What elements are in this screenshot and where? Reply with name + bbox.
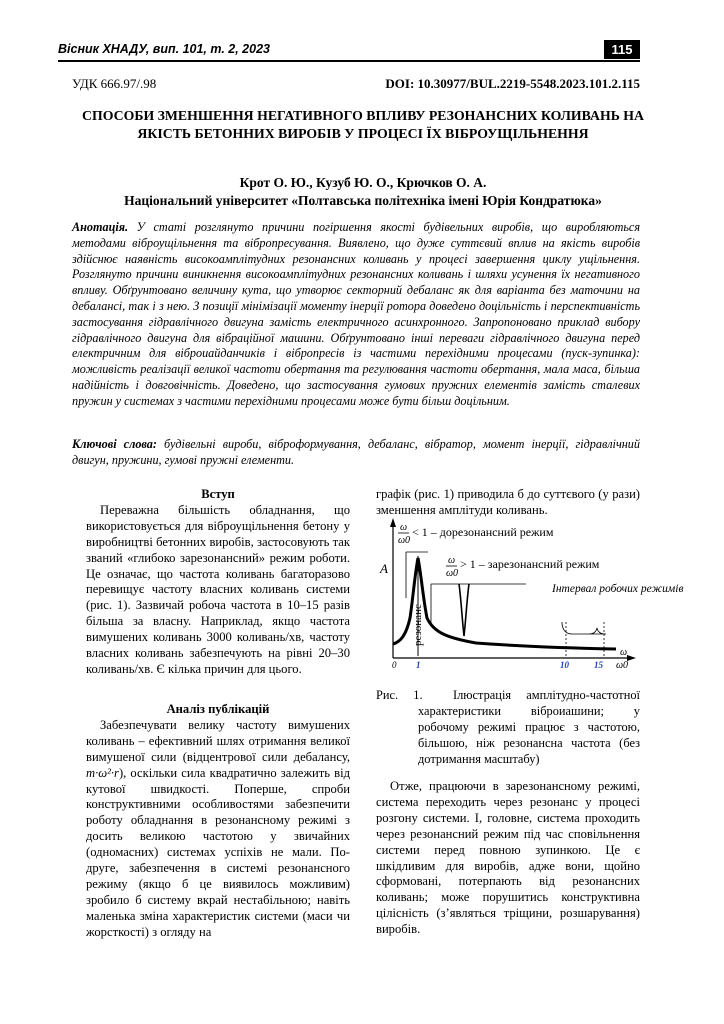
tick-0: 0 (392, 660, 397, 670)
keywords (72, 437, 640, 469)
keywords-label: Ключові слова: (72, 437, 157, 451)
authors: Крот О. Ю., Кузуб Ю. О., Крючков О. А. (239, 175, 487, 190)
pre-resonance-label: < 1 – дорезонансний режим (412, 525, 554, 539)
amplitude-frequency-chart (376, 518, 684, 678)
page-number: 115 (604, 40, 640, 59)
abstract (72, 220, 640, 410)
keywords-text: будівельні вироби, віброформування, дебаланс, вібратор, момент інерції, гідравлічний двигун, пружини, гумові пружні елементи. (72, 437, 640, 467)
run-up-dip (459, 584, 469, 636)
right-bottom-paragraph: Отже, працюючи в зарезонансному режимі, система переходить через резонанс у процесі розгону системи. І, головне, система проходить через резонансний режим під час сповільнення системи перед повною зупинкою. Це є шкідливим для виробів, адже вони, щойно сформовані, потерпають від резонансних коливань; може порушитись конструктивна цілісність (з’являться тріщини, розшарування) виробів. (376, 779, 640, 937)
header-rule (58, 60, 640, 62)
y-axis-label: A (380, 561, 388, 576)
pre-omega0: ω0 (398, 535, 411, 546)
udk-code: УДК 666.97/.98 (72, 76, 157, 91)
y-axis-arrow (390, 518, 396, 527)
post-resonance-label: > 1 – зарезонансний режим (460, 557, 600, 571)
caption-text: Ілюстрація амплітудно-частотної характеристики віброиашини; у робочому режимі працює з частотою, більшою, ніж резонансна частота (без дотримання масштабу) (418, 688, 640, 766)
analysis-heading: Аналіз публікацій (166, 702, 270, 716)
analysis-text-rest: ), оскільки сила квадратично залежить від кутової швидкості. Поперше, спроби конструктивними особливостями забезпечити роботу обладнання в резонансному режимі з досить великою частотою у звичайних (одномасних) системах успіхів не мали. По-друге, забезпечення в системі резонансного режиму (якщо б це виявилось можливим) зробило б систему вкрай нестабільною; навіть маленька зміна характеристик системи (маси чи жорсткості) з огляду на (86, 765, 350, 939)
abstract-text: У статі розглянуто причини погіршення якості будівельних виробів, що виробляються методами віброущільнення та вібропресування. Виявлено, що дуже суттєвий вплив на якість виробів здійснює наявність високоамплітудних резонансних коливань у процесі завершення циклу ущільнення. Розглянуто причини виникнення високоамплітудних резонансних коливань і шляхи усунення їх негативного впливу. Обґрунтовано величину кута, що утворює секторний дебаланс як для варіанта без маточини на дебалансі, так і з нею. З позиції мінімізації моменту інерції ротора доведено доцільність і перспективність застосування гідравлічного двигуна замість електричного асинхронного. Запропоновано приклад вибору гідравлічного двигуна для вібраційної машини. Обґрунтовано інші переваги гідравлічного двигуна перед електричним для віброиайданчиків і вібропресів із частими перехідними процесами (пуск-зупинка): можливість реалізації великої частоти обертання та регулювання частоти обертання, мала маса, більша надійність і довговічність. Доведено, що застосування гумових пружних елементів замість сталевих пружин у системах з частими перехідними процесами може бути більш доцільним. (72, 220, 640, 408)
figure-caption (376, 687, 640, 767)
pre-omega: ω (400, 522, 408, 533)
abstract-label: Анотація. (72, 220, 129, 234)
caption-label: Рис. 1. (376, 688, 423, 702)
interval-label: Інтервал робочих режимів (552, 583, 684, 595)
right-bottom-text (376, 779, 640, 938)
interval-brace (562, 622, 606, 634)
intro-paragraph: Переважна більшість обладнання, що використовується для віброущільнення бетону у виробництві бетонних виробів, застосовують так званий «глибоко зарезонансний» режим роботи. Це означає, що частота коливань багаторазово перевищує частоту власних коливань системи (рис. 1). Зазвичай робоча частота в 10–15 разів більша за власну. Наприклад, якщо частота вимушених коливань 3000 коливань/хв, частоту власних коливань забезпечують на рівні 20–30 коливань/хв. Є кілька причин для цього. (86, 502, 350, 676)
intro-section (86, 487, 350, 678)
analysis-section (86, 702, 350, 941)
doi[interactable]: DOI: 10.30977/BUL.2219-5548.2023.101.2.115 (385, 76, 640, 91)
post-omega0: ω0 (446, 568, 459, 579)
response-curve (393, 558, 616, 649)
formula: m·ω²·r (86, 765, 119, 780)
analysis-paragraph (86, 718, 350, 941)
analysis-text-start: Забезпечувати велику частоту вимушених коливань – ефективний шлях отримання великої вимушеної сили (відцентрової сили дебалансу, (86, 717, 350, 764)
x-omega: ω (620, 647, 628, 658)
journal-title: Вісник ХНАДУ, вип. 101, т. 2, 2023 (58, 42, 270, 56)
tick-10: 10 (560, 660, 569, 670)
resonance-label: резонанс (412, 604, 424, 646)
tick-1: 1 (416, 660, 421, 670)
post-omega: ω (448, 555, 456, 566)
right-top-text: графік (рис. 1) приводила б до суттєвого (у рази) зменшення амплітуди коливань. (376, 487, 640, 517)
tick-15: 15 (594, 660, 603, 670)
affiliation: Національний університет «Полтавська політехніка імені Юрія Кондратюка» (124, 193, 602, 208)
paper-title: СПОСОБИ ЗМЕНШЕННЯ НЕГАТИВНОГО ВПЛИВУ РЕЗОНАНСНИХ КОЛИВАНЬ НА ЯКІСТЬ БЕТОННИХ ВИРОБІВ У ПРОЦЕСІ ЇХ ВІБРОУЩІЛЬНЕННЯ (82, 108, 644, 141)
intro-heading: Вступ (201, 487, 235, 501)
x-omega0: ω0 (616, 660, 629, 671)
